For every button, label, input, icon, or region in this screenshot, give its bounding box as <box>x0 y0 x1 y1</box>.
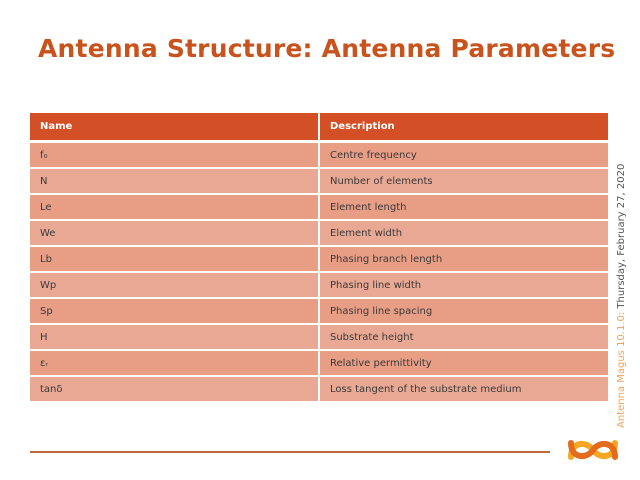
cell-description: Element length <box>320 195 610 221</box>
cell-name: f₀ <box>30 143 320 169</box>
cell-name: Le <box>30 195 320 221</box>
antenna-magus-logo-icon <box>565 433 621 467</box>
cell-description: Phasing line width <box>320 273 610 299</box>
table-row <box>30 299 610 325</box>
footer-divider <box>30 451 550 453</box>
cell-description: Substrate height <box>320 325 610 351</box>
footer-version-date <box>616 164 627 428</box>
cell-description: Relative permittivity <box>320 351 610 377</box>
cell-name: H <box>30 325 320 351</box>
footer-brand: Antenna Magus 10.1.0: <box>616 311 627 428</box>
table-row <box>30 325 610 351</box>
cell-name: We <box>30 221 320 247</box>
table-header-row <box>30 113 610 143</box>
table-row <box>30 221 610 247</box>
table-row <box>30 377 610 403</box>
cell-description: Number of elements <box>320 169 610 195</box>
table-row <box>30 169 610 195</box>
cell-name: Lb <box>30 247 320 273</box>
table-row <box>30 273 610 299</box>
column-header-name: Name <box>30 113 320 143</box>
cell-name: εᵣ <box>30 351 320 377</box>
cell-name: Sp <box>30 299 320 325</box>
table-row <box>30 351 610 377</box>
cell-name: Wp <box>30 273 320 299</box>
cell-description: Element width <box>320 221 610 247</box>
table-row <box>30 195 610 221</box>
parameters-table <box>30 113 610 403</box>
cell-description: Loss tangent of the substrate medium <box>320 377 610 403</box>
cell-description: Centre frequency <box>320 143 610 169</box>
column-header-description: Description <box>320 113 610 143</box>
table-row <box>30 143 610 169</box>
cell-description: Phasing line spacing <box>320 299 610 325</box>
table-row <box>30 247 610 273</box>
cell-description: Phasing branch length <box>320 247 610 273</box>
cell-name: tanδ <box>30 377 320 403</box>
footer-date: Thursday, February 27, 2020 <box>616 163 627 312</box>
cell-name: N <box>30 169 320 195</box>
page-title: Antenna Structure: Antenna Parameters <box>38 34 616 63</box>
